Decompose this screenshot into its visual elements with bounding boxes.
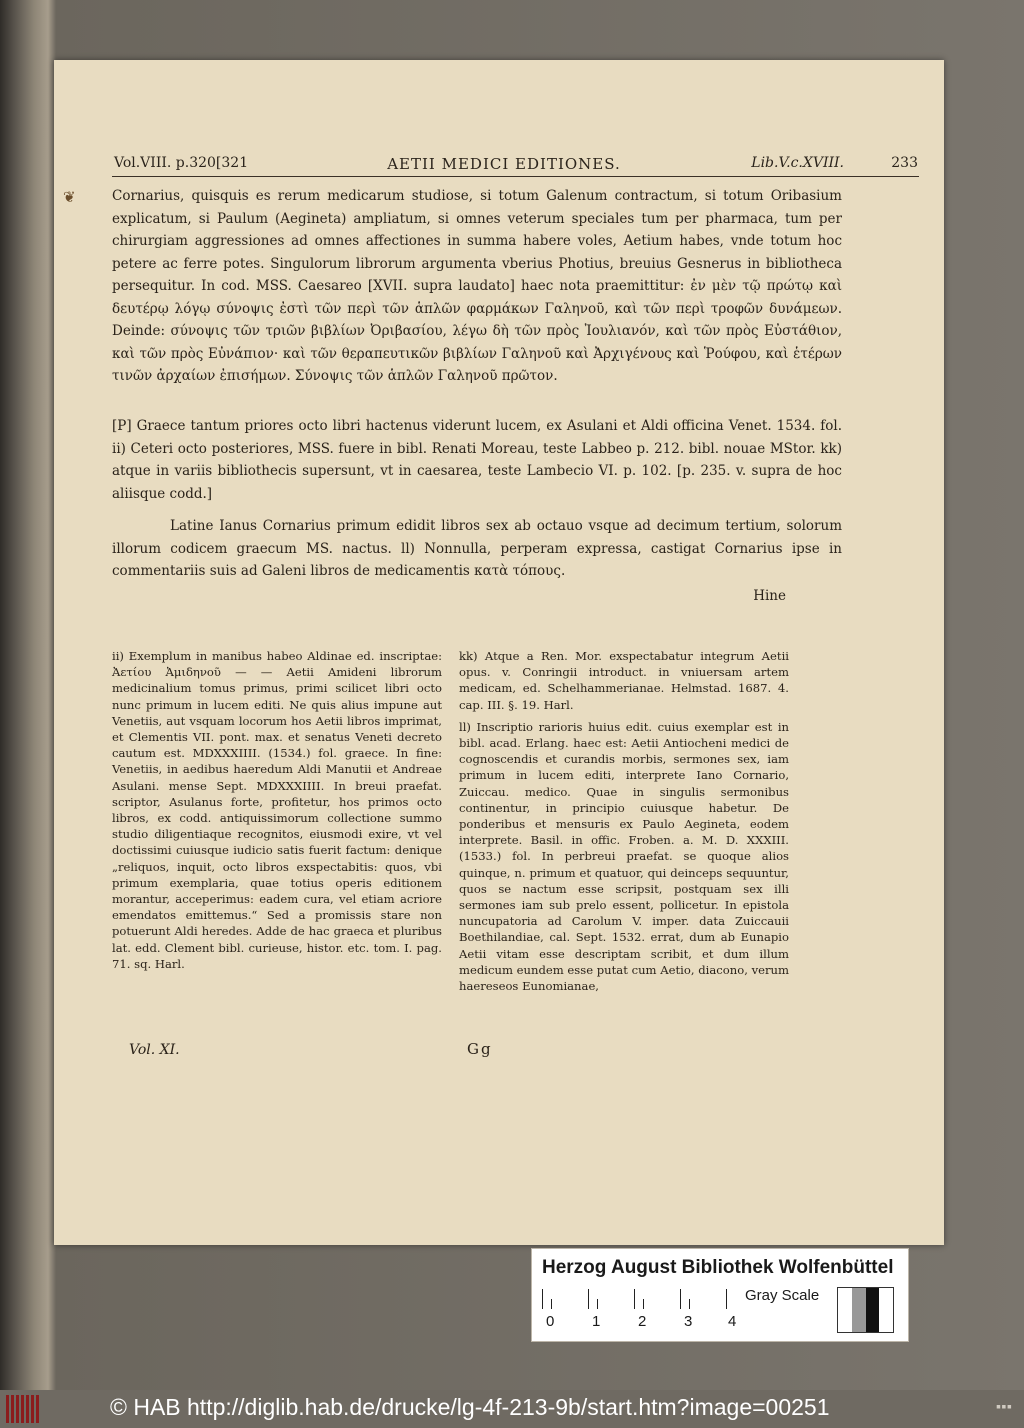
footer-marker-icon: ▪▪▪ bbox=[995, 1402, 1012, 1412]
header-rule bbox=[112, 176, 919, 177]
catchword: Hine bbox=[753, 588, 786, 604]
volume-signature: Vol. XI. bbox=[129, 1042, 180, 1058]
gray-scale-label: Gray Scale bbox=[745, 1287, 820, 1304]
ruler-number-0: 0 bbox=[546, 1313, 555, 1330]
footnote-ii: ii) Exemplum in manibus habeo Aldinae ed. inscriptae: Ἀετίου Ἀμιδηνοῦ — — Aetii Amideni librorum medicinalium tomus primus, primi scilicet libri octo nunc primum in lucem editi. Ne quis alius impune aut Venetiis, aut vsquam locorum hos Aetii libros imprimat, et Clementis VII. pont. max. et senatus Veneti decreto cautum est. MDXXXIIII. (1534.) fol. graece. In fine: Venetiis, in aedibus haeredum Aldi Manutii et Andreae Asulani. mense Sept. MDXXXIIII. In breui praefat. scriptor, Asulanus forte, profitetur, hos primos octo libros, ex codd. antiquissimorum collectione summo studio diligentiaque recognitos, eiusmodi exire, vt vel doctissimi cuiusque iudicio satis fuerit factum: denique „reliquos, inquit, octo libros exspectabitis: quos, vbi primum exemplaria, quae totius operis editionem morantur, acceperimus: eadem cura, vel etiam acriore emendatos emittemus.“ Sed a promissis stare non potuerunt Aldi heredes. Adde de hac graeca et pluribus lat. edd. Clement bibl. curieuse, histor. etc. tom. I. pag. 71. sq. Harl. bbox=[112, 649, 442, 971]
gathering-signature: Gg bbox=[467, 1040, 493, 1058]
copyright-link[interactable]: © HAB http://diglib.hab.de/drucke/lg-4f-213-9b/start.htm?image=00251 bbox=[110, 1394, 830, 1420]
running-head-right: Lib.V.c.XVIII. bbox=[751, 155, 844, 171]
body-paragraph-graece: [P] Graece tantum priores octo libri hactenus viderunt lucem, ex Asulani et Aldi officina Venet. 1534. fol. ii) Ceteri octo posteriores, MSS. fuere in bibl. Renati Moreau, teste Labbeo p. 212. bibl. nouae MStor. kk) atque in variis bibliothecis supersunt, vt in caesarea, teste Lambecio VI. p. 102. [p. 235. v. supra de hoc aliisque codd.] bbox=[112, 418, 842, 502]
page-number: 233 bbox=[891, 155, 918, 171]
body-paragraph-latine: Latine Ianus Cornarius primum edidit libros sex ab octauo vsque ad decimum tertium, solorum illorum codicem graecum MS. nactus. ll) Nonnulla, perperam expressa, castigat Cornarius ipse in commentariis suis ad Galeni libros de medicamentis κατὰ τόπους. bbox=[112, 518, 842, 579]
centimeter-ruler bbox=[542, 1289, 732, 1309]
library-name: Herzog August Bibliothek Wolfenbüttel bbox=[542, 1257, 894, 1278]
ruler-number-3: 3 bbox=[684, 1313, 693, 1330]
footnote-ll: ll) Inscriptio rarioris huius edit. cuius exemplar est in bibl. acad. Erlang. haec est: Aetii Antiocheni medici de cognoscendis et curandis morbis, sermones sex, iam primum in lucem editi, interprete Iano Cornario, Zuiccau. medico. Quae in singulis sermonibus continentur, in principio cuiusque habetur. De ponderibus et mensuris ex Paulo Aegineta, eodem interprete. Basil. in offic. Froben. a. M. D. XXXIII. (1533.) fol. In perbreui praefat. se quoque alios quinque, n. primum et quatuor, qui deinceps sequuntur, quos se nactum esse scripsit, postquam sex illi sermones iam sub prelo essent, pollicetur. In epistola nuncupatoria ad Carolum V. imper. data Zuiccauii Boethilandiae, cal. Sept. 1532. errat, dum ab Eunapio Aetii vitam esse descriptam scribit, et dum illum medicum eundem esse putat cum Aetio, diacono, verum haereseos Eunomianae, bbox=[459, 719, 789, 994]
footer-bar bbox=[0, 1390, 1024, 1428]
library-scale-label bbox=[531, 1248, 909, 1342]
body-paragraph-intro: Cornarius, quisquis es rerum medicarum studiose, si totum Galenum contractum, si totum Oribasium explicatum, si Paulum (Aegineta) ampliatum, si omnes veterum speciales tum per pharmaca, tum per chirurgiam aggressiones ad omnes affectiones in summa habere voles, Aetium habes, vnde totum hoc petere ac ferre potes. Singulorum librorum argumenta vberius Photius, breuius Gesnerus in bibliotheca persequitur. In cod. MSS. Caesareo [XVII. supra laudato] haec nota praemittitur: ἐν μὲν τῷ πρώτῳ καὶ δευτέρῳ λόγῳ σύνοψις ἐστὶ τῶν περὶ τῶν ἁπλῶν φαρμάκων Γαληνοῦ, καὶ τῶν περὶ τροφῶν δυνάμεων. Deinde: σύνοψις τῶν τριῶν βιβλίων Ὀριβασίου, λέγω δὴ τῶν πρὸς Ἰουλιανόν, καὶ τῶν πρὸς Εὐστάθιον, καὶ τῶν πρὸς Εὐνάπιον· καὶ τῶν θεραπευτικῶν βιβλίων Γαληνοῦ καὶ Ἀρχιγένους καὶ Ῥούφου, καὶ ἑτέρων τινῶν ἀρχαίων ἐπισήμων. Σύνοψις τῶν ἁπλῶν Γαληνοῦ πρῶτον. bbox=[112, 188, 842, 384]
ruler-number-4: 4 bbox=[728, 1313, 737, 1330]
hab-logo-icon bbox=[6, 1395, 42, 1423]
running-head-title: AETII MEDICI EDITIONES. bbox=[387, 155, 621, 173]
book-page bbox=[54, 60, 944, 1245]
printer-ornament-icon: ❦ bbox=[63, 188, 76, 206]
running-head-left: Vol.VIII. p.320[321 bbox=[114, 155, 249, 171]
footnote-column-right bbox=[459, 648, 789, 994]
gray-scale-swatch bbox=[837, 1287, 894, 1333]
ruler-number-1: 1 bbox=[592, 1313, 601, 1330]
footnote-kk: kk) Atque a Ren. Mor. exspectabatur integrum Aetii opus. v. Conringii introduct. in vniuersam artem medicam, ed. Schelhammerianae. Helmstad. 1687. 4. cap. III. §. 19. Harl. bbox=[459, 649, 789, 712]
ruler-number-2: 2 bbox=[638, 1313, 647, 1330]
